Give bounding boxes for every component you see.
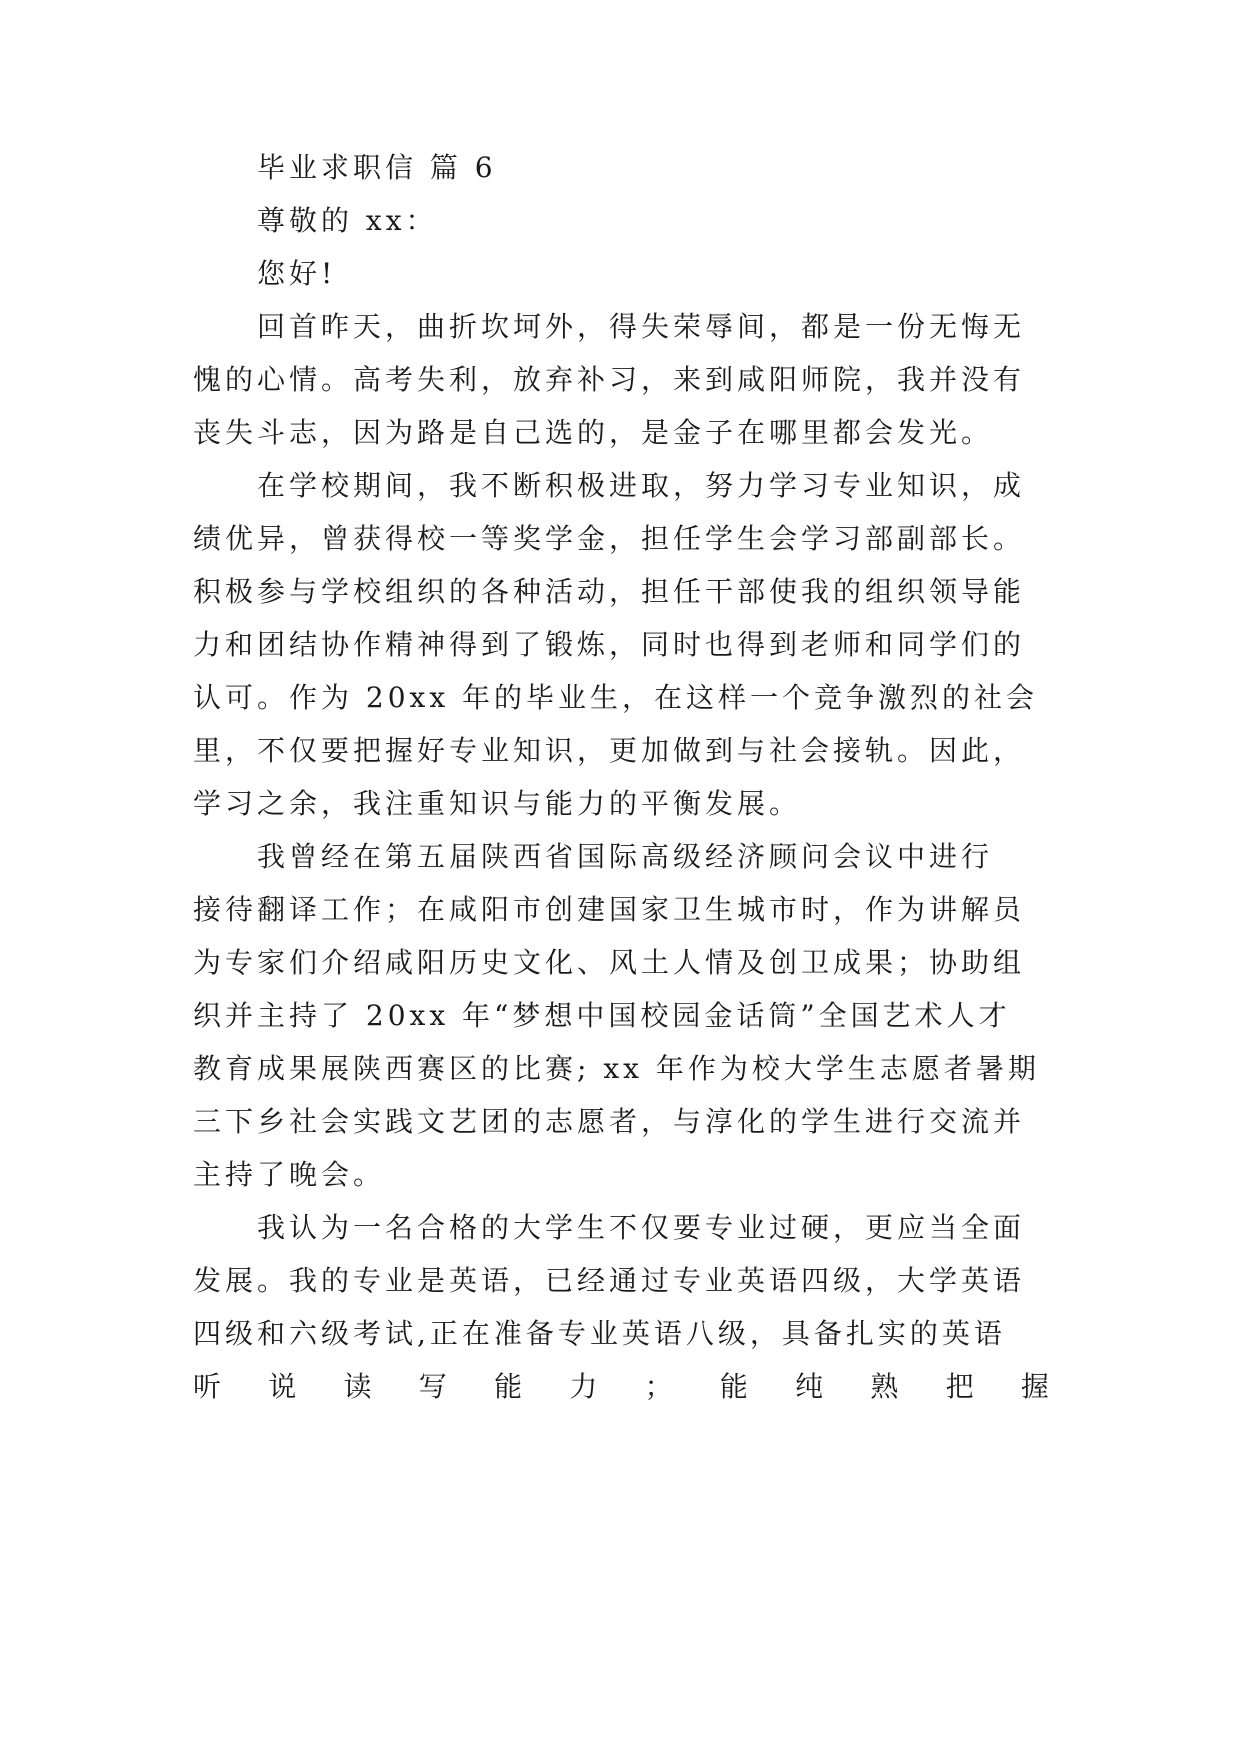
char: 把 bbox=[945, 1370, 978, 1403]
paragraph-line: 主持了晚会。 bbox=[193, 1158, 386, 1191]
char: 写 bbox=[418, 1370, 451, 1403]
paragraph-line: 发展。我的专业是英语，已经通过专业英语四级，大学英语 bbox=[193, 1264, 1026, 1297]
paragraph-line: 在学校期间，我不断积极进取，努力学习专业知识，成 bbox=[257, 469, 1026, 502]
paragraph-line: 愧的心情。高考失利，放弃补习，来到咸阳师院，我并没有 bbox=[193, 363, 1026, 396]
char: 能 bbox=[494, 1370, 527, 1403]
char: 能 bbox=[719, 1370, 752, 1403]
paragraph-line: 绩优异，曾获得校一等奖学金，担任学生会学习部副部长。 bbox=[193, 522, 1026, 555]
paragraph-line: 学习之余，我注重知识与能力的平衡发展。 bbox=[193, 787, 802, 820]
char: 听 bbox=[193, 1370, 226, 1403]
paragraph-line: 三下乡社会实践文艺团的志愿者，与淳化的学生进行交流并 bbox=[193, 1105, 1026, 1138]
char: 纯 bbox=[795, 1370, 828, 1403]
paragraph-line: 里，不仅要把握好专业知识，更加做到与社会接轨。因此， bbox=[193, 734, 1026, 767]
paragraph-line: 教育成果展陕西赛区的比赛; xx 年作为校大学生志愿者暑期 bbox=[193, 1052, 1040, 1085]
char: 熟 bbox=[870, 1370, 903, 1403]
paragraph-line: 力和团结协作精神得到了锻炼，同时也得到老师和同学们的 bbox=[193, 628, 1026, 661]
paragraph-line: 我认为一名合格的大学生不仅要专业过硬，更应当全面 bbox=[257, 1211, 1026, 1244]
paragraph-line: 接待翻译工作；在咸阳市创建国家卫生城市时，作为讲解员 bbox=[193, 893, 1026, 926]
salutation: 尊敬的 xx： bbox=[257, 204, 438, 237]
char: 读 bbox=[343, 1370, 376, 1403]
paragraph-line: 织并主持了 20xx 年“梦想中国校园金话筒”全国艺术人才 bbox=[193, 999, 1011, 1032]
paragraph-line: 为专家们介绍咸阳历史文化、风土人情及创卫成果；协助组 bbox=[193, 946, 1026, 979]
char: 力 bbox=[569, 1370, 602, 1403]
paragraph-line: 四级和六级考试,正在准备专业英语八级，具备扎实的英语 bbox=[193, 1317, 1006, 1350]
char: ； bbox=[644, 1370, 677, 1403]
paragraph-line: 丧失斗志，因为路是自己选的，是金子在哪里都会发光。 bbox=[193, 416, 994, 449]
paragraph-line: 认可。作为 20xx 年的毕业生，在这样一个竞争激烈的社会 bbox=[193, 681, 1039, 714]
paragraph-line: 积极参与学校组织的各种活动，担任干部使我的组织领导能 bbox=[193, 575, 1026, 608]
char: 握 bbox=[1020, 1370, 1053, 1403]
paragraph-line: 我曾经在第五届陕西省国际高级经济顾问会议中进行 bbox=[257, 840, 994, 873]
char: 说 bbox=[268, 1370, 301, 1403]
paragraph-line: 回首昨天，曲折坎坷外，得失荣辱间，都是一份无悔无 bbox=[257, 310, 1026, 343]
justified-last-line bbox=[193, 1369, 1053, 1405]
document-title: 毕业求职信 篇 6 bbox=[257, 151, 497, 184]
greeting: 您好! bbox=[257, 257, 337, 290]
